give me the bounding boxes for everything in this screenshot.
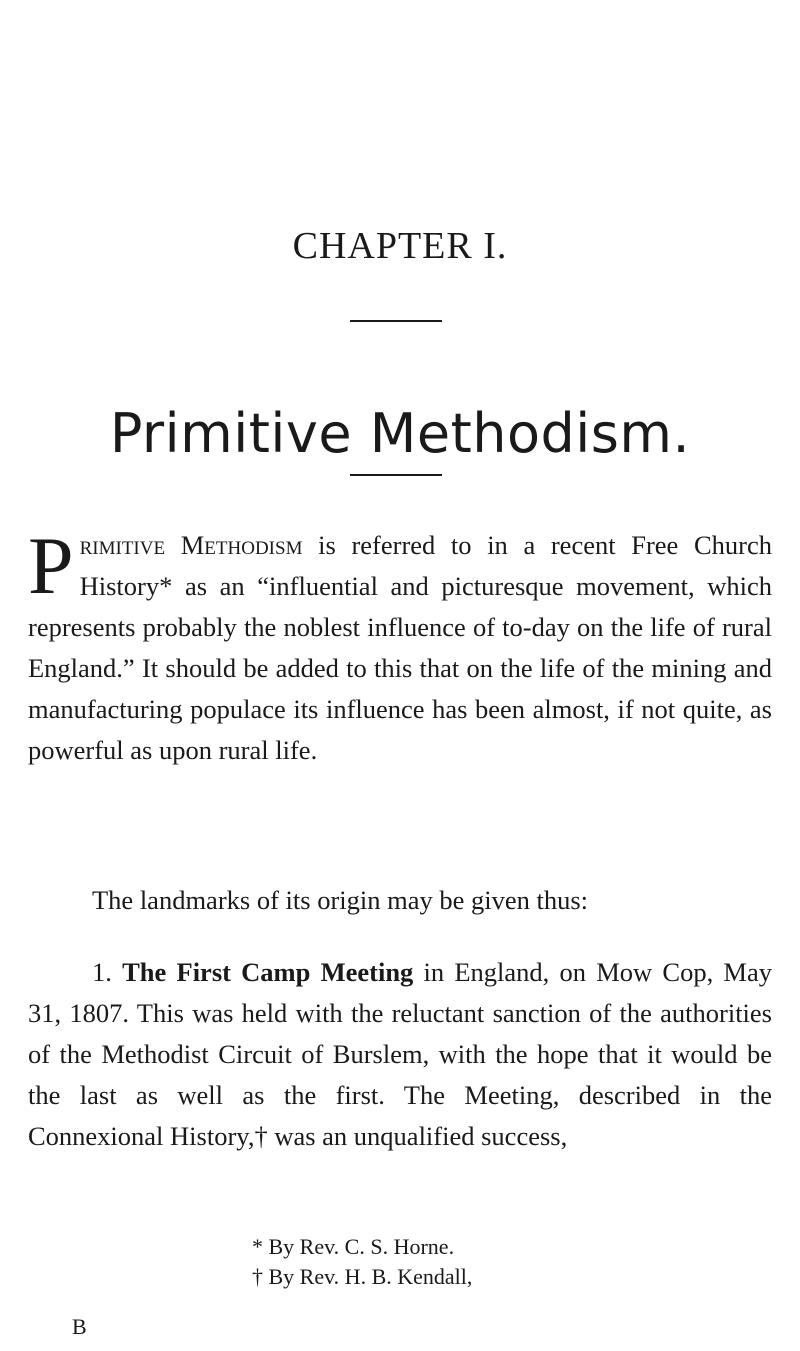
paragraph: [28, 952, 772, 1157]
chapter-title: Primitive Methodism.: [109, 402, 691, 466]
footnotes: [252, 1232, 472, 1292]
chapter-heading: CHAPTER I.: [292, 225, 508, 267]
paragraph-text: is referred to in a recent Free Church History* as an “influential and picturesque movement, which represents probably the noblest influence of to-day on the life of rural England.” It should be added to this that on the life of the mining and manufacturing populace its influence has been almost, if not quite, as powerful as upon rural life.: [28, 530, 772, 765]
paragraph: The landmarks of its origin may be given thus:: [92, 885, 589, 915]
signature-mark: B: [72, 1314, 87, 1339]
divider-rule: [350, 320, 442, 322]
landmark-title: The First Camp Meeting: [122, 957, 414, 987]
paragraph: [28, 520, 772, 771]
footnote: * By Rev. C. S. Horne.: [252, 1234, 455, 1259]
drop-cap: P: [28, 520, 74, 611]
divider-rule: [350, 474, 442, 476]
lead-smallcaps: rimitive Methodism: [79, 530, 303, 560]
paragraph-text: in England, on Mow Cop, May 31, 1807. This was held with the reluctant sanction of the authorities of the Methodist Circuit of Burslem, with the hope that it would be the last as well as the first. The Meeting, described in the Connexional History,† was an unqualified success,: [28, 957, 773, 1151]
landmark-number: 1.: [92, 957, 123, 987]
footnote: † By Rev. H. B. Kendall,: [252, 1264, 473, 1289]
